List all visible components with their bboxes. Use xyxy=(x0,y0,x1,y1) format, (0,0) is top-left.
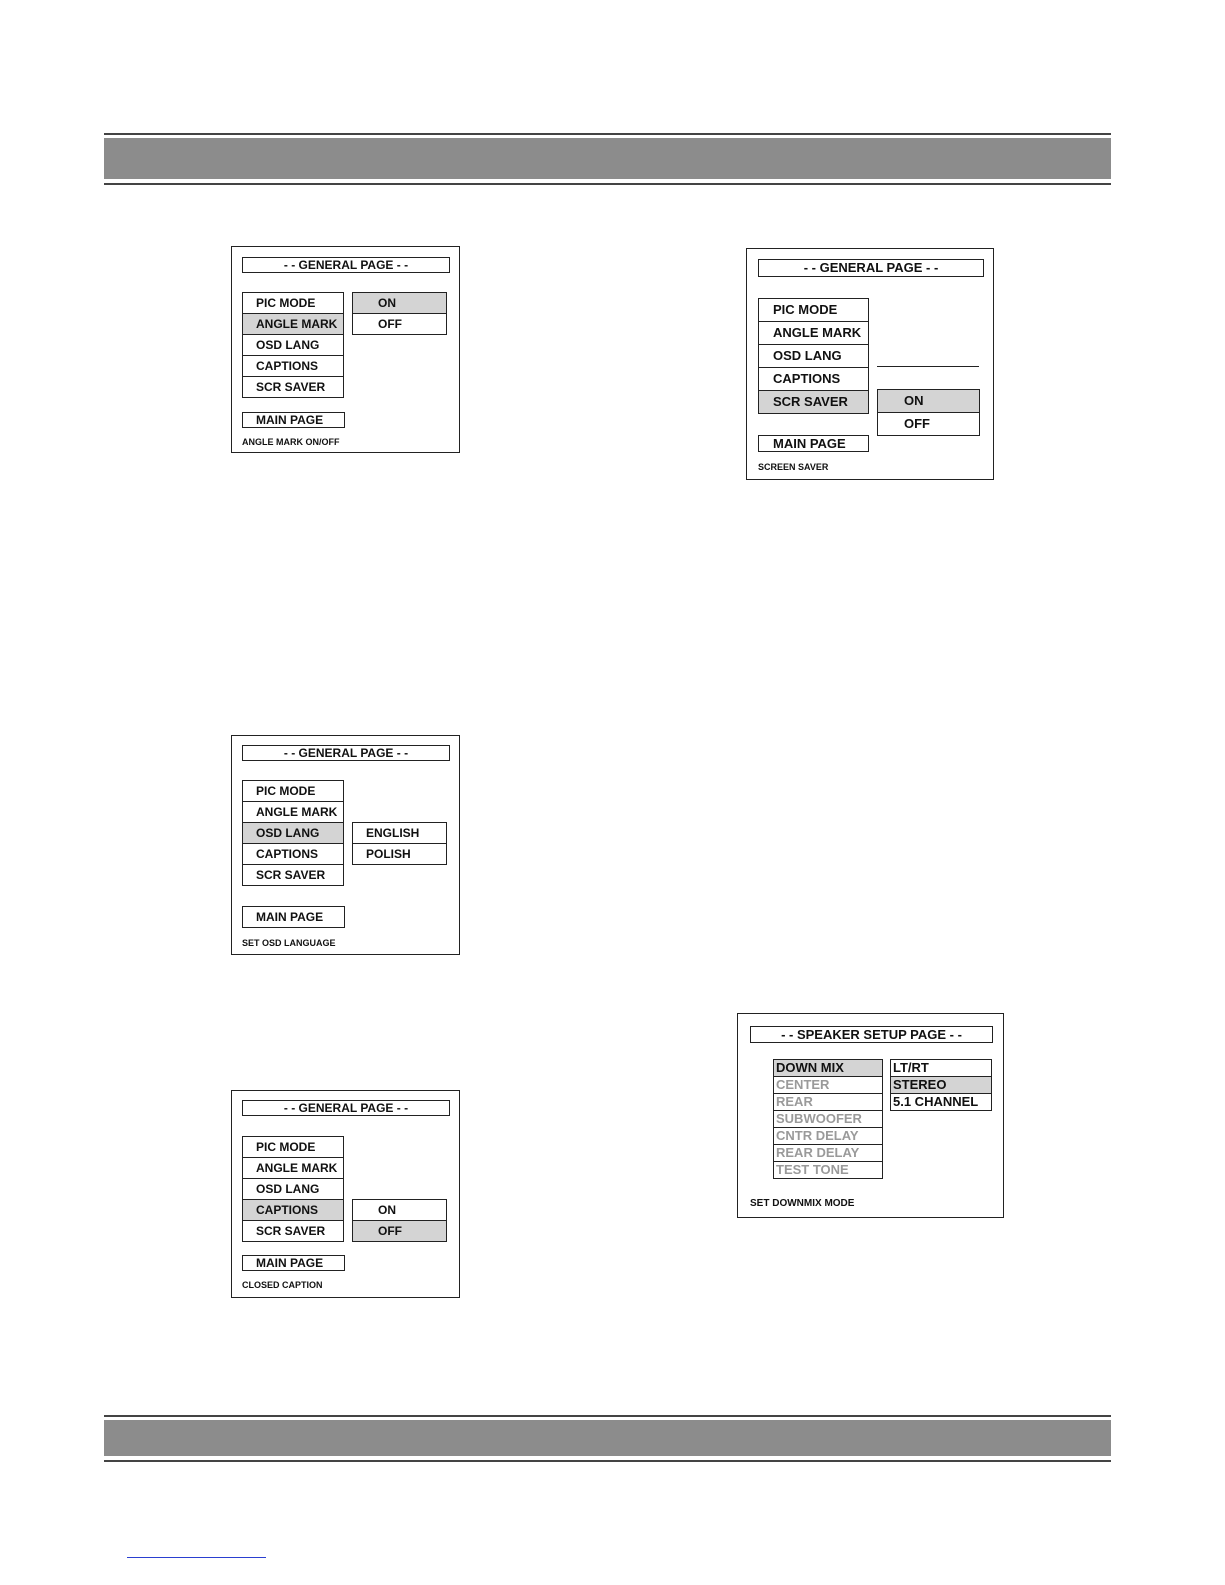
options-list xyxy=(352,292,447,335)
status-hint: SET DOWNMIX MODE xyxy=(750,1198,855,1209)
status-hint: SCREEN SAVER xyxy=(758,462,829,472)
menu-item-scr-saver[interactable]: SCR SAVER xyxy=(242,864,344,886)
status-hint: ANGLE MARK ON/OFF xyxy=(242,437,340,447)
option-lt-rt[interactable]: LT/RT xyxy=(890,1059,992,1076)
option-stereo[interactable]: STEREO xyxy=(890,1076,992,1093)
menu-item-center: CENTER xyxy=(773,1076,883,1093)
panel-title: - - GENERAL PAGE - - xyxy=(242,1100,450,1116)
menu-item-rear: REAR xyxy=(773,1093,883,1110)
option-off[interactable]: OFF xyxy=(352,1220,447,1242)
main-page-button[interactable]: MAIN PAGE xyxy=(242,1255,345,1271)
main-page-button[interactable]: MAIN PAGE xyxy=(242,412,345,428)
menu-item-captions[interactable]: CAPTIONS xyxy=(242,1199,344,1220)
general-page-screen-saver-panel xyxy=(746,248,994,480)
options-list xyxy=(877,389,980,436)
panel-title: - - GENERAL PAGE - - xyxy=(242,257,450,273)
general-page-language-panel xyxy=(231,735,460,955)
options-list xyxy=(890,1059,992,1111)
menu-item-rear-delay: REAR DELAY xyxy=(773,1144,883,1161)
menu-item-osd-lang[interactable]: OSD LANG xyxy=(758,344,869,367)
status-hint: SET OSD LANGUAGE xyxy=(242,938,336,948)
footer-link-underline xyxy=(127,1557,266,1558)
speaker-setup-panel xyxy=(737,1013,1004,1218)
main-page-button[interactable]: MAIN PAGE xyxy=(242,906,345,928)
menu-item-pic-mode[interactable]: PIC MODE xyxy=(242,292,344,313)
menu-item-subwoofer: SUBWOOFER xyxy=(773,1110,883,1127)
option-english[interactable]: ENGLISH xyxy=(352,822,447,843)
menu-item-pic-mode[interactable]: PIC MODE xyxy=(758,298,869,321)
option-5-1-channel[interactable]: 5.1 CHANNEL xyxy=(890,1093,992,1111)
main-page-button[interactable]: MAIN PAGE xyxy=(758,435,869,452)
menu-item-pic-mode[interactable]: PIC MODE xyxy=(242,780,344,801)
menu-item-osd-lang[interactable]: OSD LANG xyxy=(242,334,344,355)
menu-item-osd-lang[interactable]: OSD LANG xyxy=(242,822,344,843)
general-page-angle-panel xyxy=(231,246,460,453)
header-band xyxy=(104,133,1111,185)
menu-item-captions[interactable]: CAPTIONS xyxy=(758,367,869,390)
general-menu xyxy=(242,780,344,886)
speaker-menu xyxy=(773,1059,883,1179)
option-off[interactable]: OFF xyxy=(352,313,447,335)
option-off[interactable]: OFF xyxy=(877,412,980,436)
status-hint: CLOSED CAPTION xyxy=(242,1280,323,1290)
general-menu xyxy=(758,298,869,414)
footer-band xyxy=(104,1415,1111,1462)
menu-item-osd-lang[interactable]: OSD LANG xyxy=(242,1178,344,1199)
general-menu xyxy=(242,1136,344,1242)
panel-title: - - GENERAL PAGE - - xyxy=(242,745,450,761)
menu-item-angle-mark[interactable]: ANGLE MARK xyxy=(242,1157,344,1178)
options-list xyxy=(352,822,447,865)
menu-item-scr-saver[interactable]: SCR SAVER xyxy=(242,1220,344,1242)
option-on[interactable]: ON xyxy=(877,389,980,412)
menu-item-cntr-delay: CNTR DELAY xyxy=(773,1127,883,1144)
menu-item-captions[interactable]: CAPTIONS xyxy=(242,843,344,864)
menu-item-angle-mark[interactable]: ANGLE MARK xyxy=(242,313,344,334)
menu-item-scr-saver[interactable]: SCR SAVER xyxy=(758,390,869,414)
menu-item-down-mix[interactable]: DOWN MIX xyxy=(773,1059,883,1076)
panel-title: - - GENERAL PAGE - - xyxy=(758,259,984,277)
option-polish[interactable]: POLISH xyxy=(352,843,447,865)
option-on[interactable]: ON xyxy=(352,1199,447,1220)
options-list xyxy=(352,1199,447,1242)
menu-item-angle-mark[interactable]: ANGLE MARK xyxy=(758,321,869,344)
divider-line xyxy=(877,366,979,367)
panel-title: - - SPEAKER SETUP PAGE - - xyxy=(750,1026,993,1043)
menu-item-test-tone: TEST TONE xyxy=(773,1161,883,1179)
menu-item-captions[interactable]: CAPTIONS xyxy=(242,355,344,376)
general-page-captions-panel xyxy=(231,1090,460,1298)
menu-item-scr-saver[interactable]: SCR SAVER xyxy=(242,376,344,398)
menu-item-pic-mode[interactable]: PIC MODE xyxy=(242,1136,344,1157)
option-on[interactable]: ON xyxy=(352,292,447,313)
general-menu xyxy=(242,292,344,398)
menu-item-angle-mark[interactable]: ANGLE MARK xyxy=(242,801,344,822)
